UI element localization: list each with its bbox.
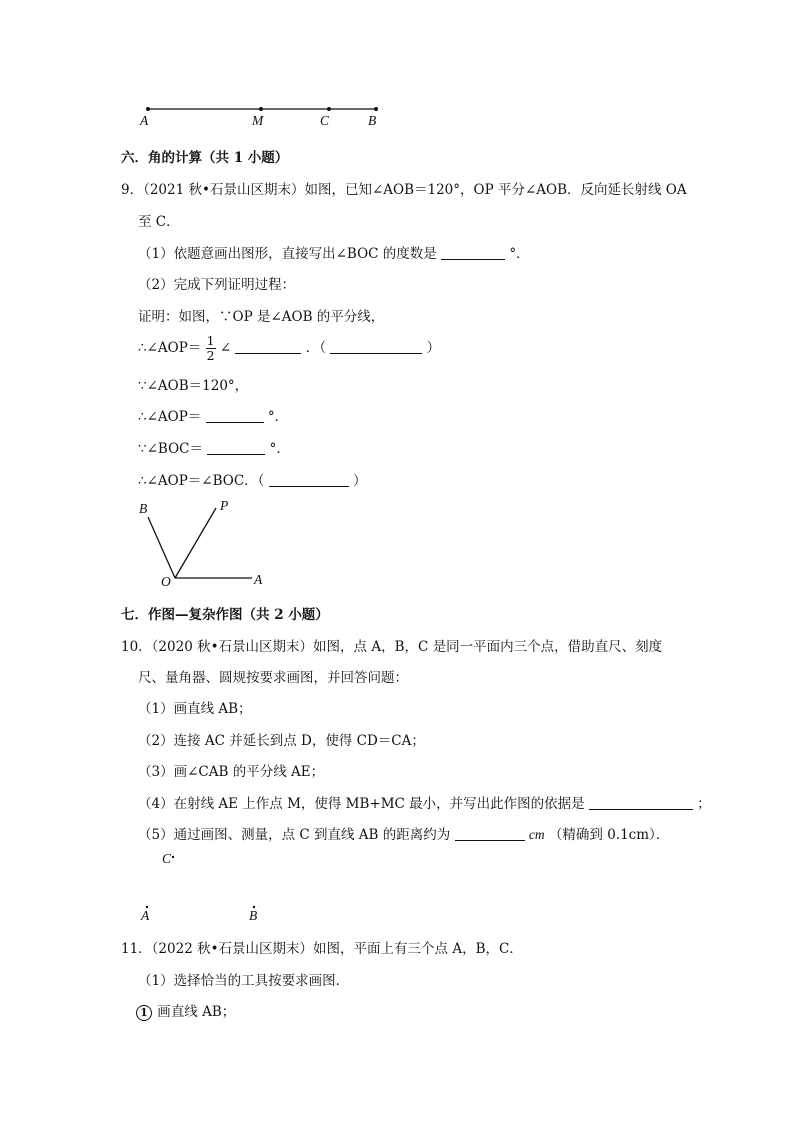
angle-label-p: P (220, 498, 229, 513)
fraction-numerator: 1 (206, 333, 215, 348)
angle-label-a: A (254, 572, 263, 587)
proof-line-5-prefix: ∵∠BOC＝ (138, 441, 203, 457)
proof-line-2 (138, 334, 440, 363)
q10-step1: （1）画直线 AB； (138, 701, 252, 717)
proof-line-5 (138, 437, 290, 457)
point-label-c: C (162, 851, 172, 866)
unit-cm: cm (528, 827, 545, 842)
point-label-c: C (320, 113, 330, 128)
proof-line-4-prefix: ∴∠AOP＝ (138, 409, 202, 425)
q11-substep1 (136, 1000, 235, 1021)
q10-step5 (138, 823, 669, 843)
q9-line1: 9．（2021 秋•石景山区期末）如图，已知∠AOB＝120°，OP 平分∠AOB．反向延长射线 OA (121, 182, 687, 198)
q10-step2: （2）连接 AC 并延长到点 D，使得 CD＝CA； (138, 733, 425, 749)
reason-blank[interactable] (269, 472, 349, 487)
section-heading-7: 七．作图—复杂作图（共 2 小题） (121, 607, 329, 623)
q9-sub2: （2）完成下列证明过程： (138, 277, 296, 293)
q9-sub1-text: （1）依题意画出图形，直接写出∠BOC 的度数是 (138, 246, 437, 262)
fraction-half (206, 334, 216, 363)
q9-line2: 至 C． (138, 214, 180, 230)
q11-substep1-text: 画直线 AB； (157, 1004, 236, 1020)
point-label-a: A (141, 908, 150, 923)
circled-number-icon: 1 (136, 1005, 152, 1021)
proof-line-6-suffix: ） (353, 473, 367, 489)
answer-blank[interactable] (589, 795, 693, 810)
q9-sub1-suffix: °． (509, 246, 530, 262)
answer-blank[interactable] (235, 339, 301, 354)
point-label-m: M (252, 113, 264, 128)
q10-step4 (138, 792, 711, 812)
proof-line-2-suffix: ） (426, 340, 441, 356)
proof-line-2-mid: ．（ (305, 340, 327, 356)
q10-step3: （3）画∠CAB 的平分线 AE； (138, 764, 325, 780)
angle-symbol: ∠ (219, 340, 232, 356)
angle-label-b: B (139, 501, 148, 516)
point-label-a: A (140, 113, 149, 128)
proof-line-4 (138, 405, 288, 425)
answer-blank[interactable] (206, 408, 264, 423)
q10-step4-suffix: ； (697, 796, 711, 812)
section-heading-6: 六．角的计算（共 1 小题） (121, 150, 289, 166)
proof-line-3: ∵∠AOB＝120°， (138, 378, 249, 394)
q10-step5-suffix: （精确到 0.1cm）． (548, 827, 670, 843)
proof-line-2-prefix: ∴∠AOP＝ (138, 340, 202, 356)
answer-blank[interactable] (455, 826, 525, 841)
q10-line2: 尺、量角器、圆规按要求画图，并回答问题： (138, 670, 408, 686)
angle-label-o: O (161, 574, 171, 589)
proof-line-6-prefix: ∴∠AOP＝∠BOC．（ (138, 473, 265, 489)
point-label-b: B (368, 113, 377, 128)
answer-blank[interactable] (441, 245, 505, 260)
point-label-b: B (249, 908, 258, 923)
proof-line-1: 证明：如图，∵OP 是∠AOB 的平分线， (138, 309, 385, 325)
proof-line-4-suffix: °． (267, 409, 289, 425)
q10-step5-text: （5）通过画图、测量，点 C 到直线 AB 的距离约为 (138, 827, 451, 843)
q10-line1: 10．（2020 秋•石景山区期末）如图，点 A，B，C 是同一平面内三个点，借助直尺、刻度 (121, 639, 663, 655)
answer-blank[interactable] (207, 440, 265, 455)
proof-line-6 (138, 469, 367, 489)
fraction-denominator: 2 (206, 348, 215, 363)
q9-sub1 (138, 242, 530, 262)
q10-step4-text: （4）在射线 AE 上作点 M，使得 MB+MC 最小，并写出此作图的依据是 (138, 796, 585, 812)
q11-line1: 11．（2022 秋•石景山区期末）如图，平面上有三个点 A，B，C． (121, 941, 523, 957)
proof-line-5-suffix: °． (269, 441, 290, 457)
reason-blank[interactable] (330, 339, 422, 354)
q11-step1: （1）选择恰当的工具按要求画图． (138, 973, 350, 989)
